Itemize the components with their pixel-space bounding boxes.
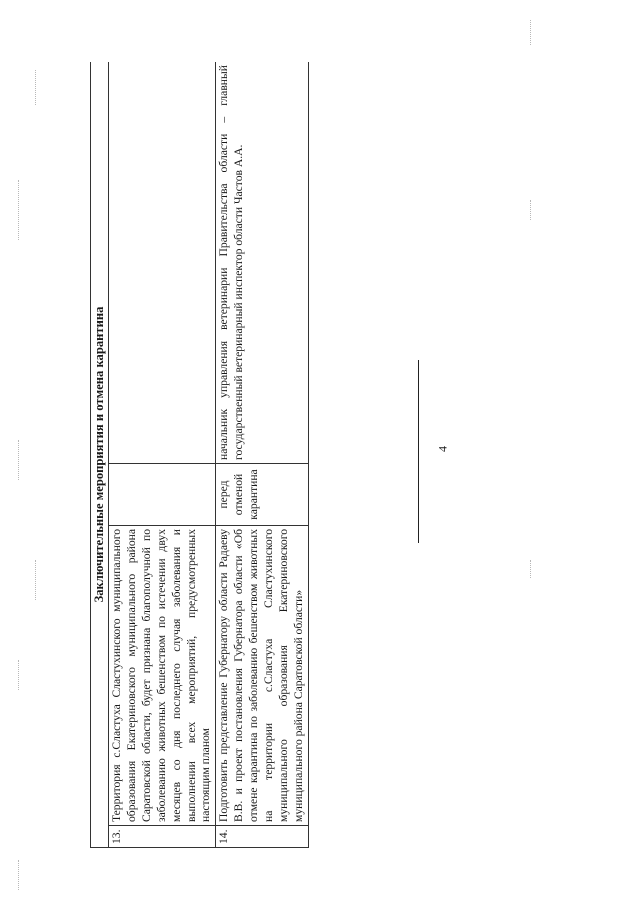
row-responsible: начальник управления ветеринарии Правительства области – главный государственный ветеринарный инспектор области Частов А.А.	[216, 62, 308, 464]
row-number: 14.	[216, 826, 308, 848]
table-row	[109, 62, 216, 848]
footnote-rule	[418, 360, 419, 543]
scan-artifact	[18, 660, 19, 690]
scan-artifact	[35, 70, 36, 105]
scan-artifact	[18, 860, 19, 890]
scan-artifact	[530, 560, 531, 578]
scan-artifact	[530, 20, 531, 45]
scan-artifact	[18, 440, 19, 480]
measures-table	[90, 62, 309, 848]
row-number: 13.	[109, 826, 216, 848]
rotated-table-area	[90, 62, 350, 848]
row-task: Подготовить представление Губернатору области Радаеву В.В. и проект постановления Губернатора области «Об отмене карантина по заболеванию бешенством животных на территории с.Сластуха Сластухинского муниципального образования Екатериновского муниципального района Саратовской области»	[216, 526, 308, 826]
section-heading-row	[91, 62, 109, 848]
row-task: Территория с.Сластуха Сластухинского муниципального образования Екатериновского муниципального района Саратовской области, будет признана благополучной по заболеванию животных бешенством по истечении двух месяцев со дня последнего случая заболевания и выполнении всех мероприятий, предусмотренных настоящим планом	[109, 526, 216, 826]
landscape-table-container	[90, 62, 350, 848]
section-heading: Заключительные мероприятия и отмена карантина	[91, 62, 109, 848]
scan-artifact	[35, 560, 36, 600]
scan-artifact	[18, 180, 19, 240]
page-number: 4	[435, 446, 450, 452]
row-term	[109, 464, 216, 526]
row-responsible	[109, 62, 216, 464]
table-row	[216, 62, 308, 848]
scan-artifact	[530, 200, 531, 220]
row-term: перед отменой карантина	[216, 464, 308, 526]
